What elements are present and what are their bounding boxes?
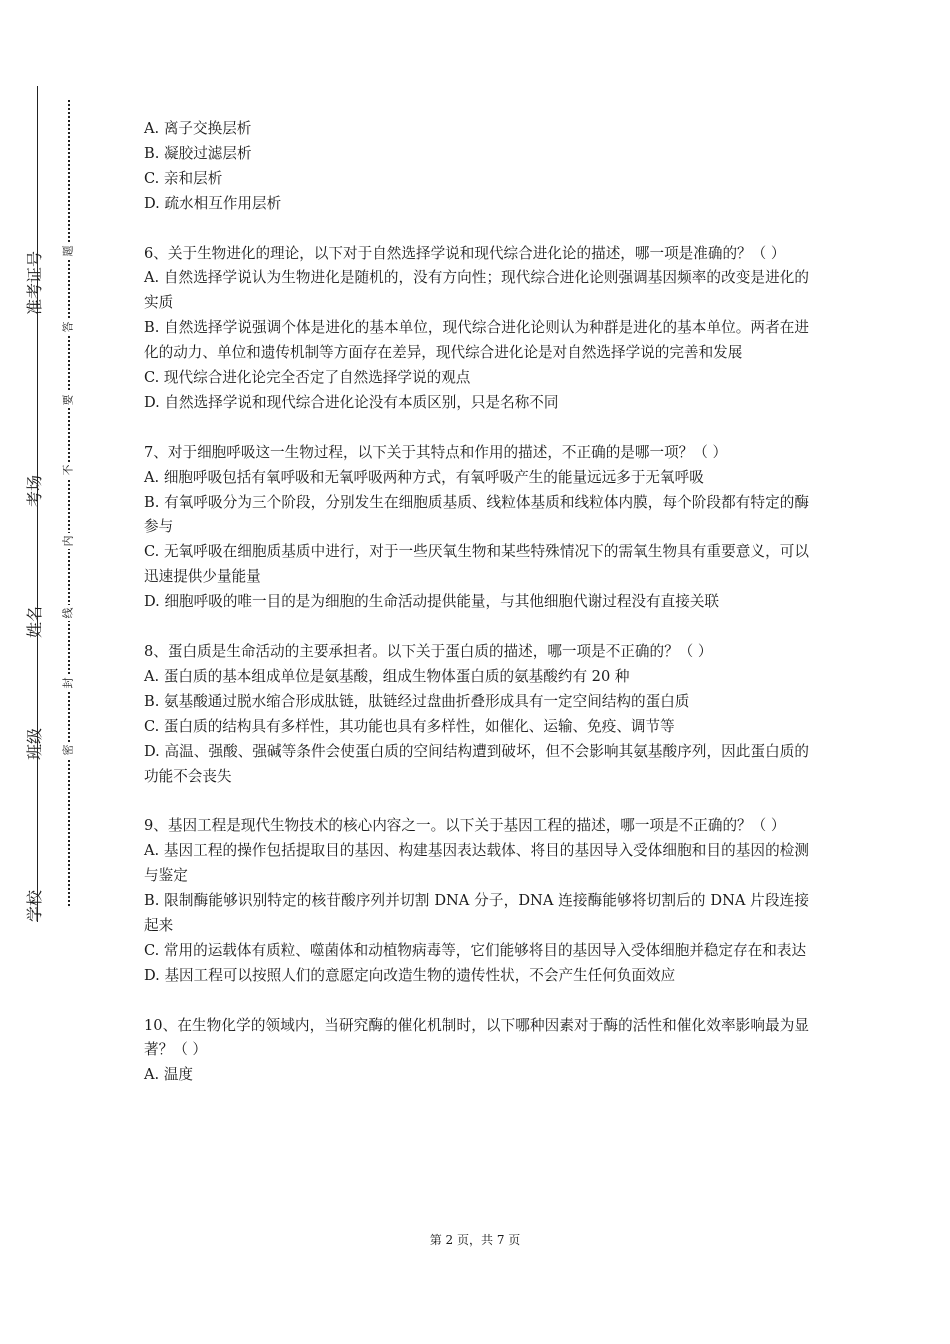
field-school-label: 学校 [25,889,44,922]
option-d: D. 自然选择学说和现代综合进化论没有本质区别，只是名称不同 [144,393,559,411]
question-8 [144,640,809,789]
option-a: A. 蛋白质的基本组成单位是氨基酸，组成生物体蛋白质的氨基酸约有 20 种 [144,667,630,685]
question-list [144,117,809,1113]
option-c: C. 无氧呼吸在细胞质基质中进行，对于一些厌氧生物和某些特殊情况下的需氧生物具有重要意义，可以迅速提供少量能量 [144,543,809,586]
question-stem: 10、在生物化学的领域内，当研究酶的催化机制时，以下哪种因素对于酶的活性和催化效率影响最为显著？（ ） [144,1016,809,1059]
option-c: C. 现代综合进化论完全否定了自然选择学说的观点 [144,369,471,387]
question-6 [144,242,809,416]
page-number: 第 2 页，共 7 页 [429,1233,521,1247]
option-a: A. 自然选择学说认为生物进化是随机的，没有方向性；现代综合进化论则强调基因频率的改变是进化的实质 [144,269,809,312]
seal-char: 线 [60,605,76,621]
question-10 [144,1014,809,1089]
option-d: D. 高温、强酸、强碱等条件会使蛋白质的空间结构遭到破坏，但不会影响其氨基酸序列，因此蛋白质的功能不会丧失 [144,742,809,785]
field-class-label: 班级 [25,727,44,760]
field-name [22,578,52,638]
question-stem: 6、关于生物进化的理论，以下对于自然选择学说和现代综合进化论的描述，哪一项是准确的？（ ） [144,244,786,262]
field-exam-number-label: 准考证号 [25,250,44,315]
option-b: B. 有氧呼吸分为三个阶段，分别发生在细胞质基质、线粒体基质和线粒体内膜，每个阶段都有特定的酶参与 [144,493,809,536]
question-9 [144,814,809,988]
option-d: D. 基因工程可以按照人们的意愿定向改造生物的遗传性状，不会产生任何负面效应 [144,966,676,984]
field-class [22,700,52,760]
option-b: B. 凝胶过滤层析 [144,144,252,162]
seal-char: 内 [60,533,76,549]
option-d: D. 疏水相互作用层析 [144,194,282,212]
option-a: A. 基因工程的操作包括提取目的基因、构建基因表达载体、将目的基因导入受体细胞和目的基因的检测与鉴定 [144,842,809,885]
option-c: C. 亲和层析 [144,169,223,187]
option-b: B. 氨基酸通过脱水缩合形成肽链，肽链经过盘曲折叠形成具有一定空间结构的蛋白质 [144,692,690,710]
seal-dotted-line [68,100,70,906]
option-a: A. 温度 [144,1066,194,1084]
field-exam-number [22,250,52,315]
option-b: B. 限制酶能够识别特定的核苷酸序列并切割 DNA 分子，DNA 连接酶能够将切割后的 DNA 片段连接起来 [144,892,809,934]
seal-char: 封 [60,675,76,691]
seal-char: 要 [60,392,76,408]
option-a: A. 离子交换层析 [144,120,252,137]
field-exam-room-label: 考场 [25,474,44,507]
option-b: B. 自然选择学说强调个体是进化的基本单位，现代综合进化论则认为种群是进化的基本单位。两者在进化的动力、单位和遗传机制等方面存在差异，现代综合进化论是对自然选择学说的完善和发展 [144,319,809,362]
field-school [22,862,52,922]
question-stem: 7、对于细胞呼吸这一生物过程，以下关于其特点和作用的描述，不正确的是哪一项？（ ） [144,443,728,461]
seal-char: 答 [60,319,76,335]
option-a: A. 细胞呼吸包括有氧呼吸和无氧呼吸两种方式，有氧呼吸产生的能量远远多于无氧呼吸 [144,468,704,486]
question-7 [144,441,809,615]
option-c: C. 常用的运载体有质粒、噬菌体和动植物病毒等，它们能够将目的基因导入受体细胞并稳定存在和表达 [144,941,807,959]
question-stem: 8、蛋白质是生命活动的主要承担者。以下关于蛋白质的描述，哪一项是不正确的？（ ） [144,642,713,660]
option-d: D. 细胞呼吸的唯一目的是为细胞的生命活动提供能量，与其他细胞代谢过程没有直接关联 [144,593,720,611]
question-stem: 9、基因工程是现代生物技术的核心内容之一。以下关于基因工程的描述，哪一项是不正确的？（ ） [144,817,786,835]
option-c: C. 蛋白质的结构具有多样性，其功能也具有多样性，如催化、运输、免疫、调节等 [144,717,675,735]
field-exam-room [22,447,52,507]
seal-char: 不 [60,462,76,478]
field-name-label: 姓名 [25,605,44,638]
question-5-continued [144,117,809,217]
seal-char: 题 [60,243,76,259]
seal-char: 密 [60,742,76,758]
